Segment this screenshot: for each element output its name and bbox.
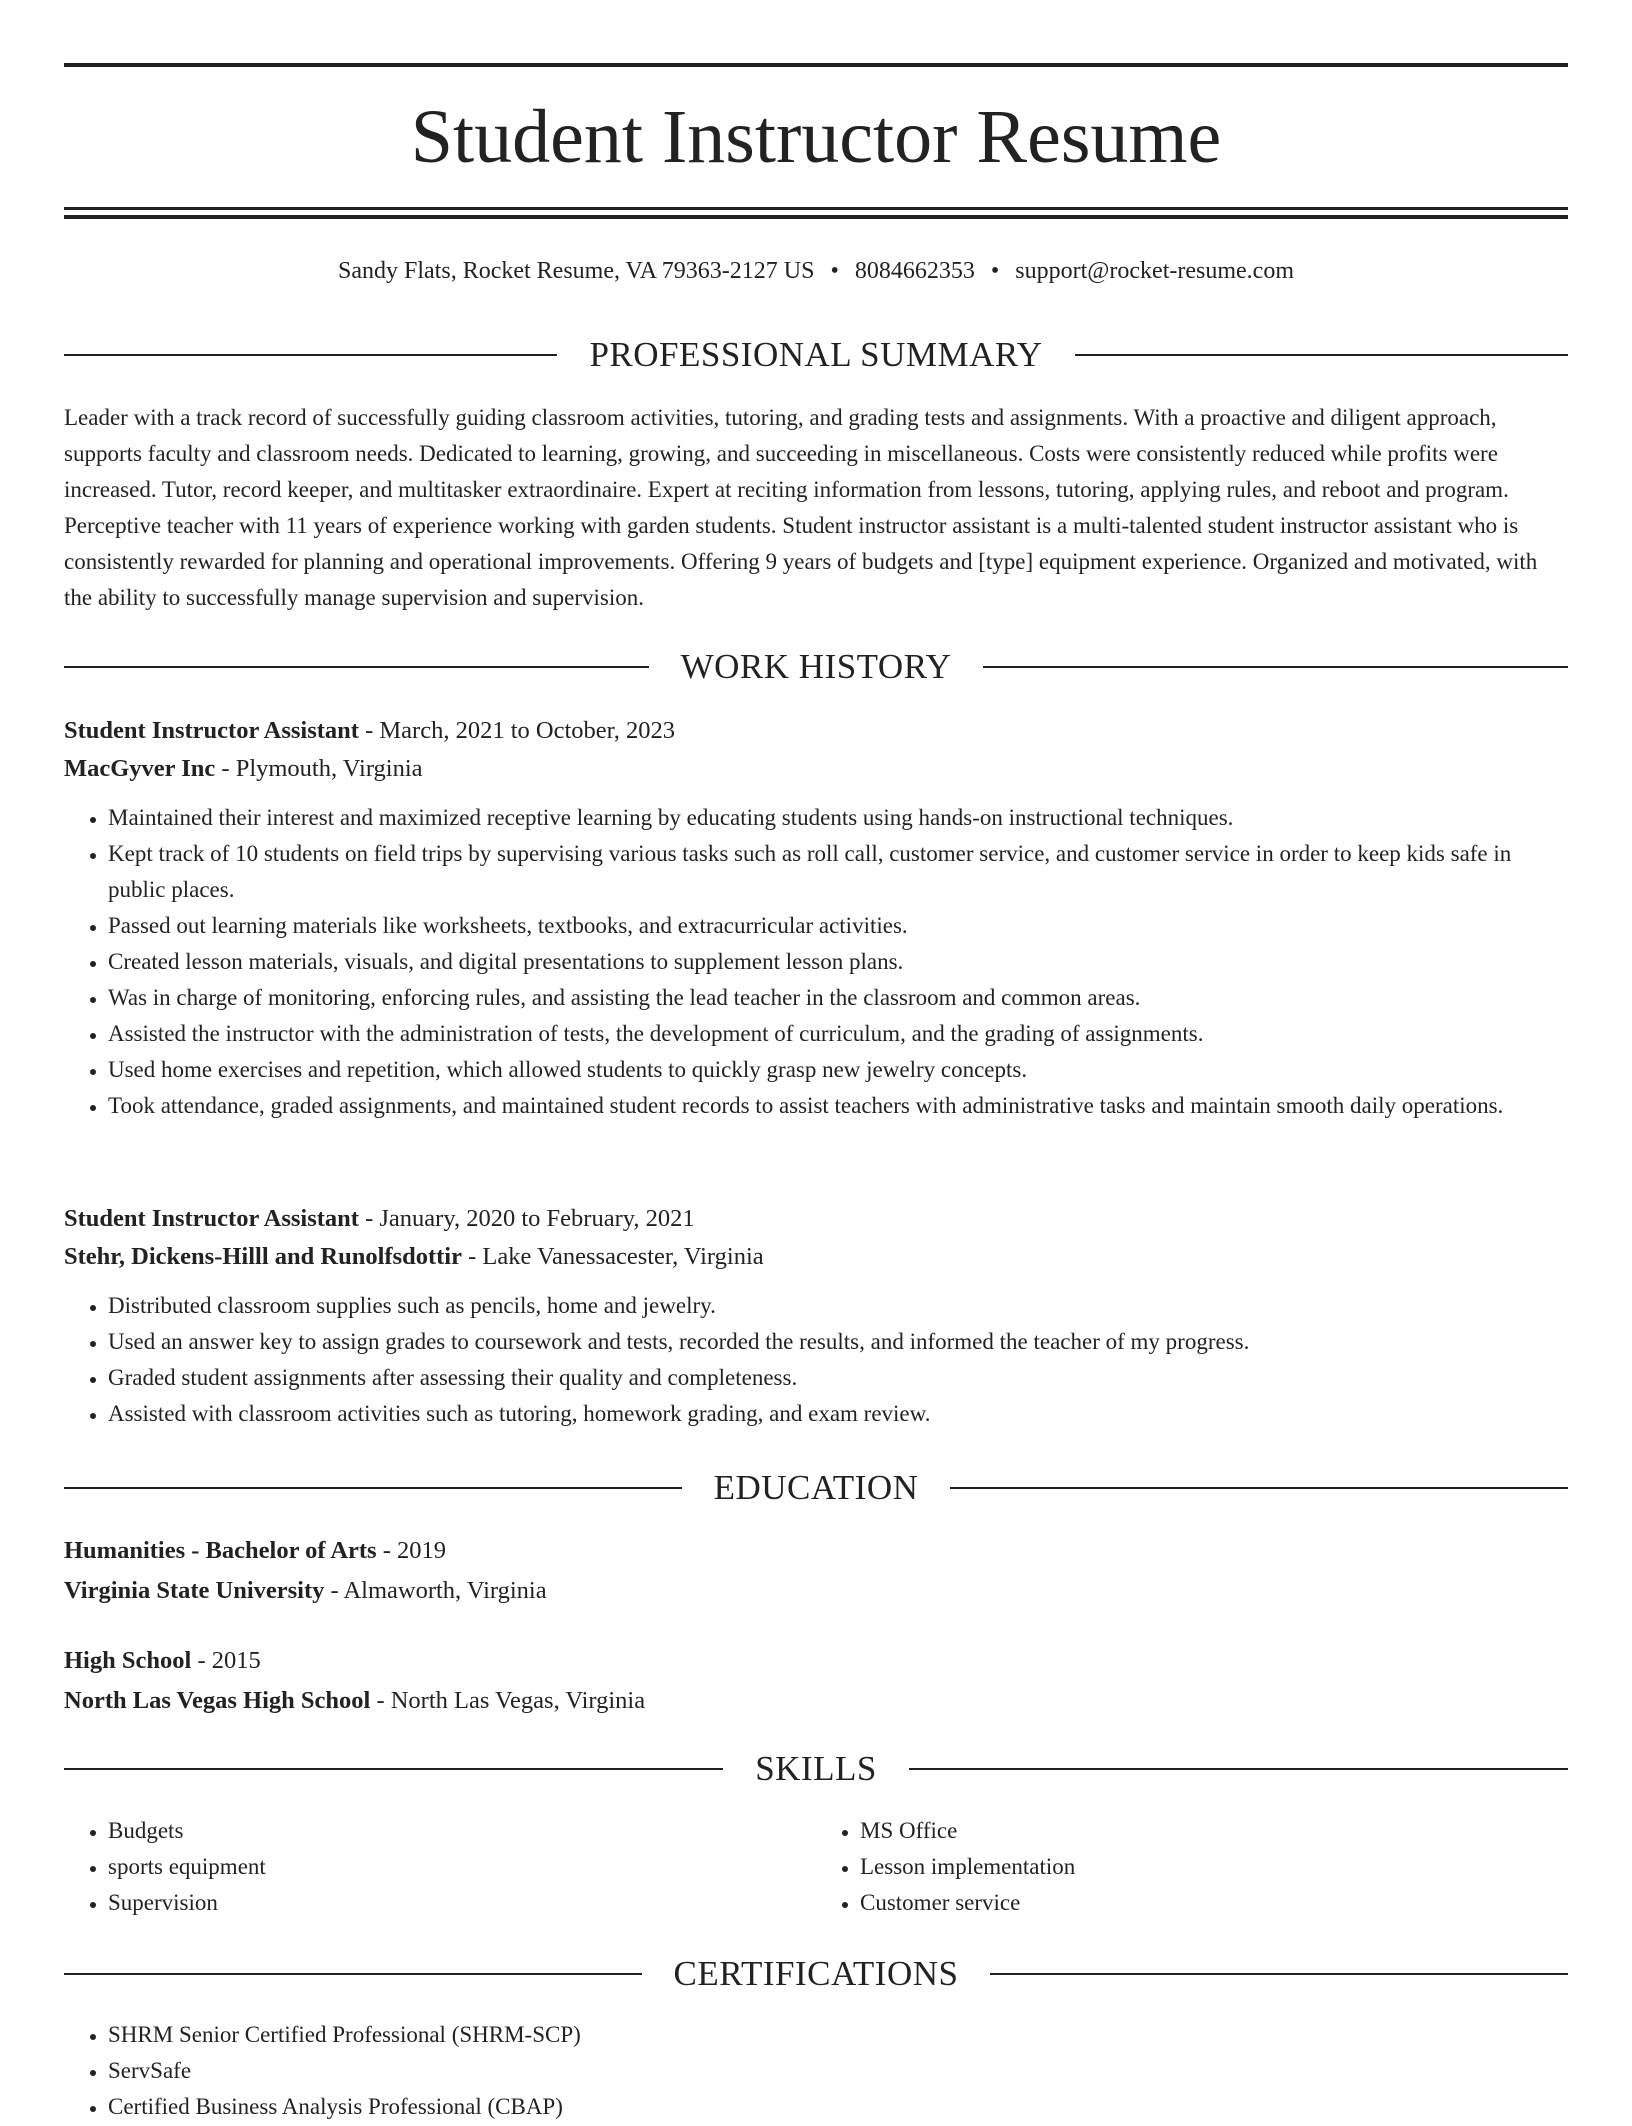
skill-item: • sports equipment (108, 1849, 816, 1885)
education-school-line (64, 1572, 1568, 1610)
job-company: Stehr, Dickens-Hilll and Runolfsdottir (64, 1243, 462, 1270)
contact-email: support@rocket-resume.com (1015, 258, 1294, 284)
heading-rule (64, 1973, 642, 1975)
section-heading-skills (64, 1749, 1568, 1789)
education-degree-line (64, 1642, 1568, 1680)
job-bullets (64, 800, 1568, 1124)
education-degree-line (64, 1532, 1568, 1570)
job-title-line (64, 712, 1568, 750)
skills-list-left (64, 1813, 816, 1921)
contact-address: Sandy Flats, Rocket Resume, VA 79363-2127 US (338, 258, 815, 284)
heading-rule (64, 1487, 682, 1489)
job-location: - Lake Vanessacester, Virginia (461, 1243, 764, 1270)
education-year: - 2015 (191, 1647, 261, 1674)
heading-rule (909, 1768, 1568, 1770)
section-heading-certifications (64, 1954, 1568, 1994)
job-bullet: • Maintained their interest and maximized receptive learning by educating students using hands-on instructional techniques. (108, 800, 1568, 836)
heading-rule (983, 666, 1568, 668)
contact-line (64, 254, 1568, 288)
heading-rule (950, 1487, 1568, 1489)
top-rule (64, 63, 1568, 67)
skill-item: • Customer service (860, 1885, 1568, 1921)
contact-separator: • (990, 258, 1000, 284)
resume-title: Student Instructor Resume (410, 95, 1222, 179)
job-bullet: • Kept track of 10 students on field trips by supervising various tasks such as roll call, customer service, and customer service in order to keep kids safe in public places. (108, 836, 1568, 908)
education-school: North Las Vegas High School (64, 1687, 371, 1714)
skill-item: • Lesson implementation (860, 1849, 1568, 1885)
heading-rule (1075, 354, 1568, 356)
skill-item: • MS Office (860, 1813, 1568, 1849)
certification-item: • SHRM Senior Certified Professional (SHRM-SCP) (108, 2017, 1568, 2053)
section-title: PROFESSIONAL SUMMARY (589, 335, 1043, 374)
skills-list-right (816, 1813, 1568, 1921)
education-year: - 2019 (376, 1537, 447, 1564)
job-dates: - January, 2020 to February, 2021 (358, 1205, 695, 1232)
job-bullet: • Distributed classroom supplies such as pencils, home and jewelry. (108, 1288, 1568, 1324)
education-entry (64, 1532, 1568, 1610)
certifications-list (64, 2017, 1568, 2125)
job-entry (64, 712, 1568, 1124)
job-bullet: • Used an answer key to assign grades to coursework and tests, recorded the results, and informed the teacher of my progress. (108, 1324, 1568, 1360)
skill-item: • Budgets (108, 1813, 816, 1849)
job-title: Student Instructor Assistant (64, 1205, 359, 1232)
section-title: EDUCATION (713, 1468, 919, 1507)
job-dates: - March, 2021 to October, 2023 (358, 717, 676, 744)
job-company-line (64, 1238, 1568, 1276)
job-title: Student Instructor Assistant (64, 717, 359, 744)
section-title: CERTIFICATIONS (673, 1954, 959, 1993)
heading-rule (64, 666, 649, 668)
section-title: SKILLS (755, 1749, 877, 1788)
education-school-line (64, 1682, 1568, 1720)
contact-separator: • (830, 258, 839, 284)
job-bullet: • Passed out learning materials like worksheets, textbooks, and extracurricular activities. (108, 908, 1568, 944)
education-degree: Humanities - Bachelor of Arts (64, 1537, 377, 1564)
job-bullet: • Was in charge of monitoring, enforcing rules, and assisting the lead teacher in the classroom and common areas. (108, 980, 1568, 1016)
job-entry (64, 1200, 1568, 1432)
heading-rule (990, 1973, 1568, 1975)
education-entry (64, 1642, 1568, 1720)
job-bullet: • Graded student assignments after assessing their quality and completeness. (108, 1360, 1568, 1396)
skills-columns (64, 1813, 1568, 1921)
job-title-line (64, 1200, 1568, 1238)
job-bullet: • Took attendance, graded assignments, and maintained student records to assist teachers with administrative tasks and maintain smooth daily operations. (108, 1088, 1568, 1124)
certifications-block (64, 2017, 1568, 2125)
section-title: WORK HISTORY (680, 647, 952, 686)
job-bullet: • Used home exercises and repetition, which allowed students to quickly grasp new jewelry concepts. (108, 1052, 1568, 1088)
job-bullet: • Created lesson materials, visuals, and digital presentations to supplement lesson plans. (108, 944, 1568, 980)
job-company: MacGyver Inc (64, 755, 216, 782)
section-heading-summary (64, 335, 1568, 375)
job-location: - Plymouth, Virginia (215, 755, 423, 782)
education-location: - North Las Vegas, Virginia (370, 1687, 646, 1714)
title-double-rule (64, 207, 1568, 219)
education-school: Virginia State University (64, 1577, 325, 1604)
certification-item: • Certified Business Analysis Professional (CBAP) (108, 2089, 1568, 2125)
education-location: - Almaworth, Virginia (324, 1577, 547, 1604)
heading-rule (64, 1768, 723, 1770)
contact-phone: 8084662353 (854, 258, 975, 284)
summary-paragraph: Leader with a track record of successfully guiding classroom activities, tutoring, and grading tests and assignments. With a proactive and diligent approach, supports faculty and classroom needs. Dedicated to learning, growing, and succeeding in miscellaneous. Costs were consistently reduced while profits were increased. Tutor, record keeper, and multitasker extraordinaire. Expert at reciting information from lessons, tutoring, applying rules, and reboot and program. Perceptive teacher with 11 years of experience working with garden students. Student instructor assistant is a multi-talented student instructor assistant who is consistently rewarded for planning and operational improvements. Offering 9 years of budgets and [type] equipment experience. Organized and motivated, with the ability to successfully manage supervision and supervision. (64, 405, 1538, 610)
job-bullet: • Assisted the instructor with the administration of tests, the development of curriculum, and the grading of assignments. (108, 1016, 1568, 1052)
heading-rule (64, 354, 557, 356)
education-degree: High School (64, 1647, 192, 1674)
job-bullets (64, 1288, 1568, 1432)
section-heading-work-history (64, 647, 1568, 687)
skill-item: • Supervision (108, 1885, 816, 1921)
job-company-line (64, 750, 1568, 788)
certification-item: • ServSafe (108, 2053, 1568, 2089)
job-bullet: • Assisted with classroom activities such as tutoring, homework grading, and exam review. (108, 1396, 1568, 1432)
section-heading-education (64, 1468, 1568, 1508)
